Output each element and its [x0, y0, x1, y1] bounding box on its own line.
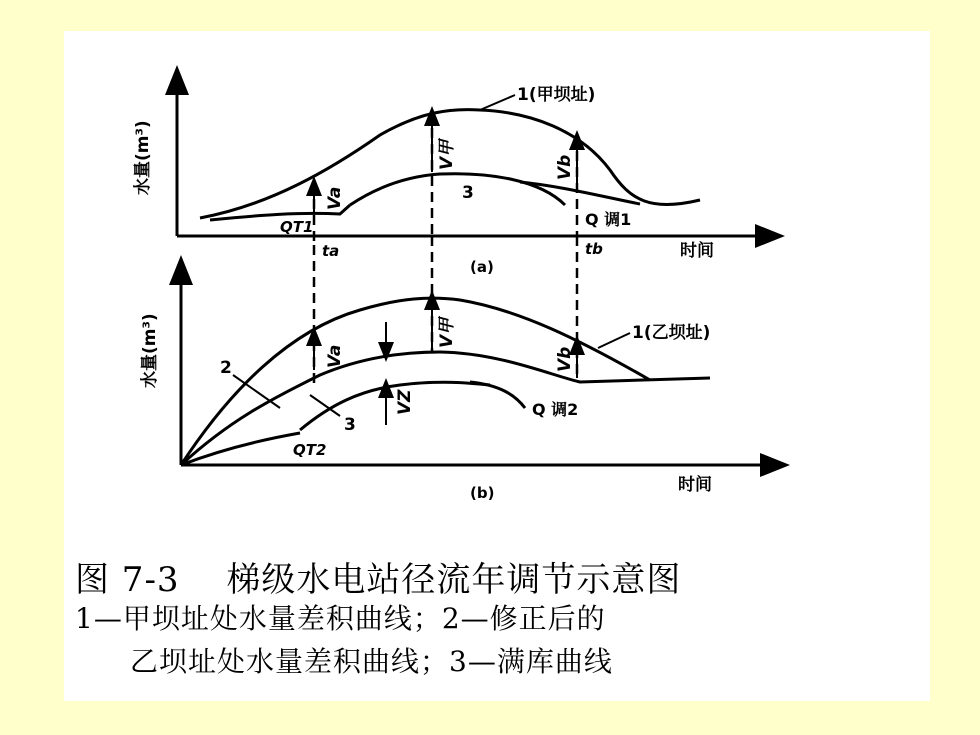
a-q-reg-label: Q 调1	[585, 210, 632, 229]
caption-title: 图 7-3 梯级水电站径流年调节示意图	[75, 560, 682, 600]
a-panel-label: (a)	[470, 258, 494, 276]
a-ta-label: ta	[322, 242, 340, 260]
a-curve3-label: 3	[462, 183, 474, 203]
a-ylabel: 水量(m³)	[133, 120, 153, 195]
b-curve2-label: 2	[220, 358, 232, 378]
b-curve3-label: 3	[344, 415, 356, 435]
b-va-label: Va	[325, 344, 345, 368]
a-va-label: Va	[325, 186, 345, 210]
a-qt-label: QT1	[280, 218, 314, 236]
b-panel-label: (b)	[470, 484, 495, 502]
b-vjia-label: V甲	[437, 317, 457, 348]
b-ylabel: 水量(m³)	[140, 313, 160, 388]
b-qt-label: QT2	[293, 441, 327, 459]
b-curve-q-reg	[470, 382, 525, 408]
a-leader-1	[480, 95, 515, 110]
diagram-a	[177, 80, 770, 245]
a-tb-label: tb	[585, 240, 603, 258]
b-q-reg-label: Q 调2	[532, 400, 579, 419]
a-vjia-label: V甲	[437, 139, 457, 170]
a-vb-label: Vb	[555, 154, 575, 180]
b-leader-2	[233, 375, 280, 408]
b-vb-label: Vb	[555, 346, 575, 372]
b-leader-1	[598, 333, 630, 348]
b-vyi-label: VZ	[395, 389, 415, 415]
b-curve1-label: 1(乙坝址)	[632, 323, 711, 343]
b-xlabel: 时间	[678, 475, 712, 495]
a-curve1-label: 1(甲坝址)	[517, 85, 596, 105]
a-xlabel: 时间	[680, 241, 714, 261]
caption-line-2: 1—甲坝址处水量差积曲线；2—修正后的	[75, 602, 606, 635]
caption-line-3: 乙坝址处水量差积曲线；3—满库曲线	[130, 645, 613, 678]
a-curve-3	[350, 174, 565, 205]
